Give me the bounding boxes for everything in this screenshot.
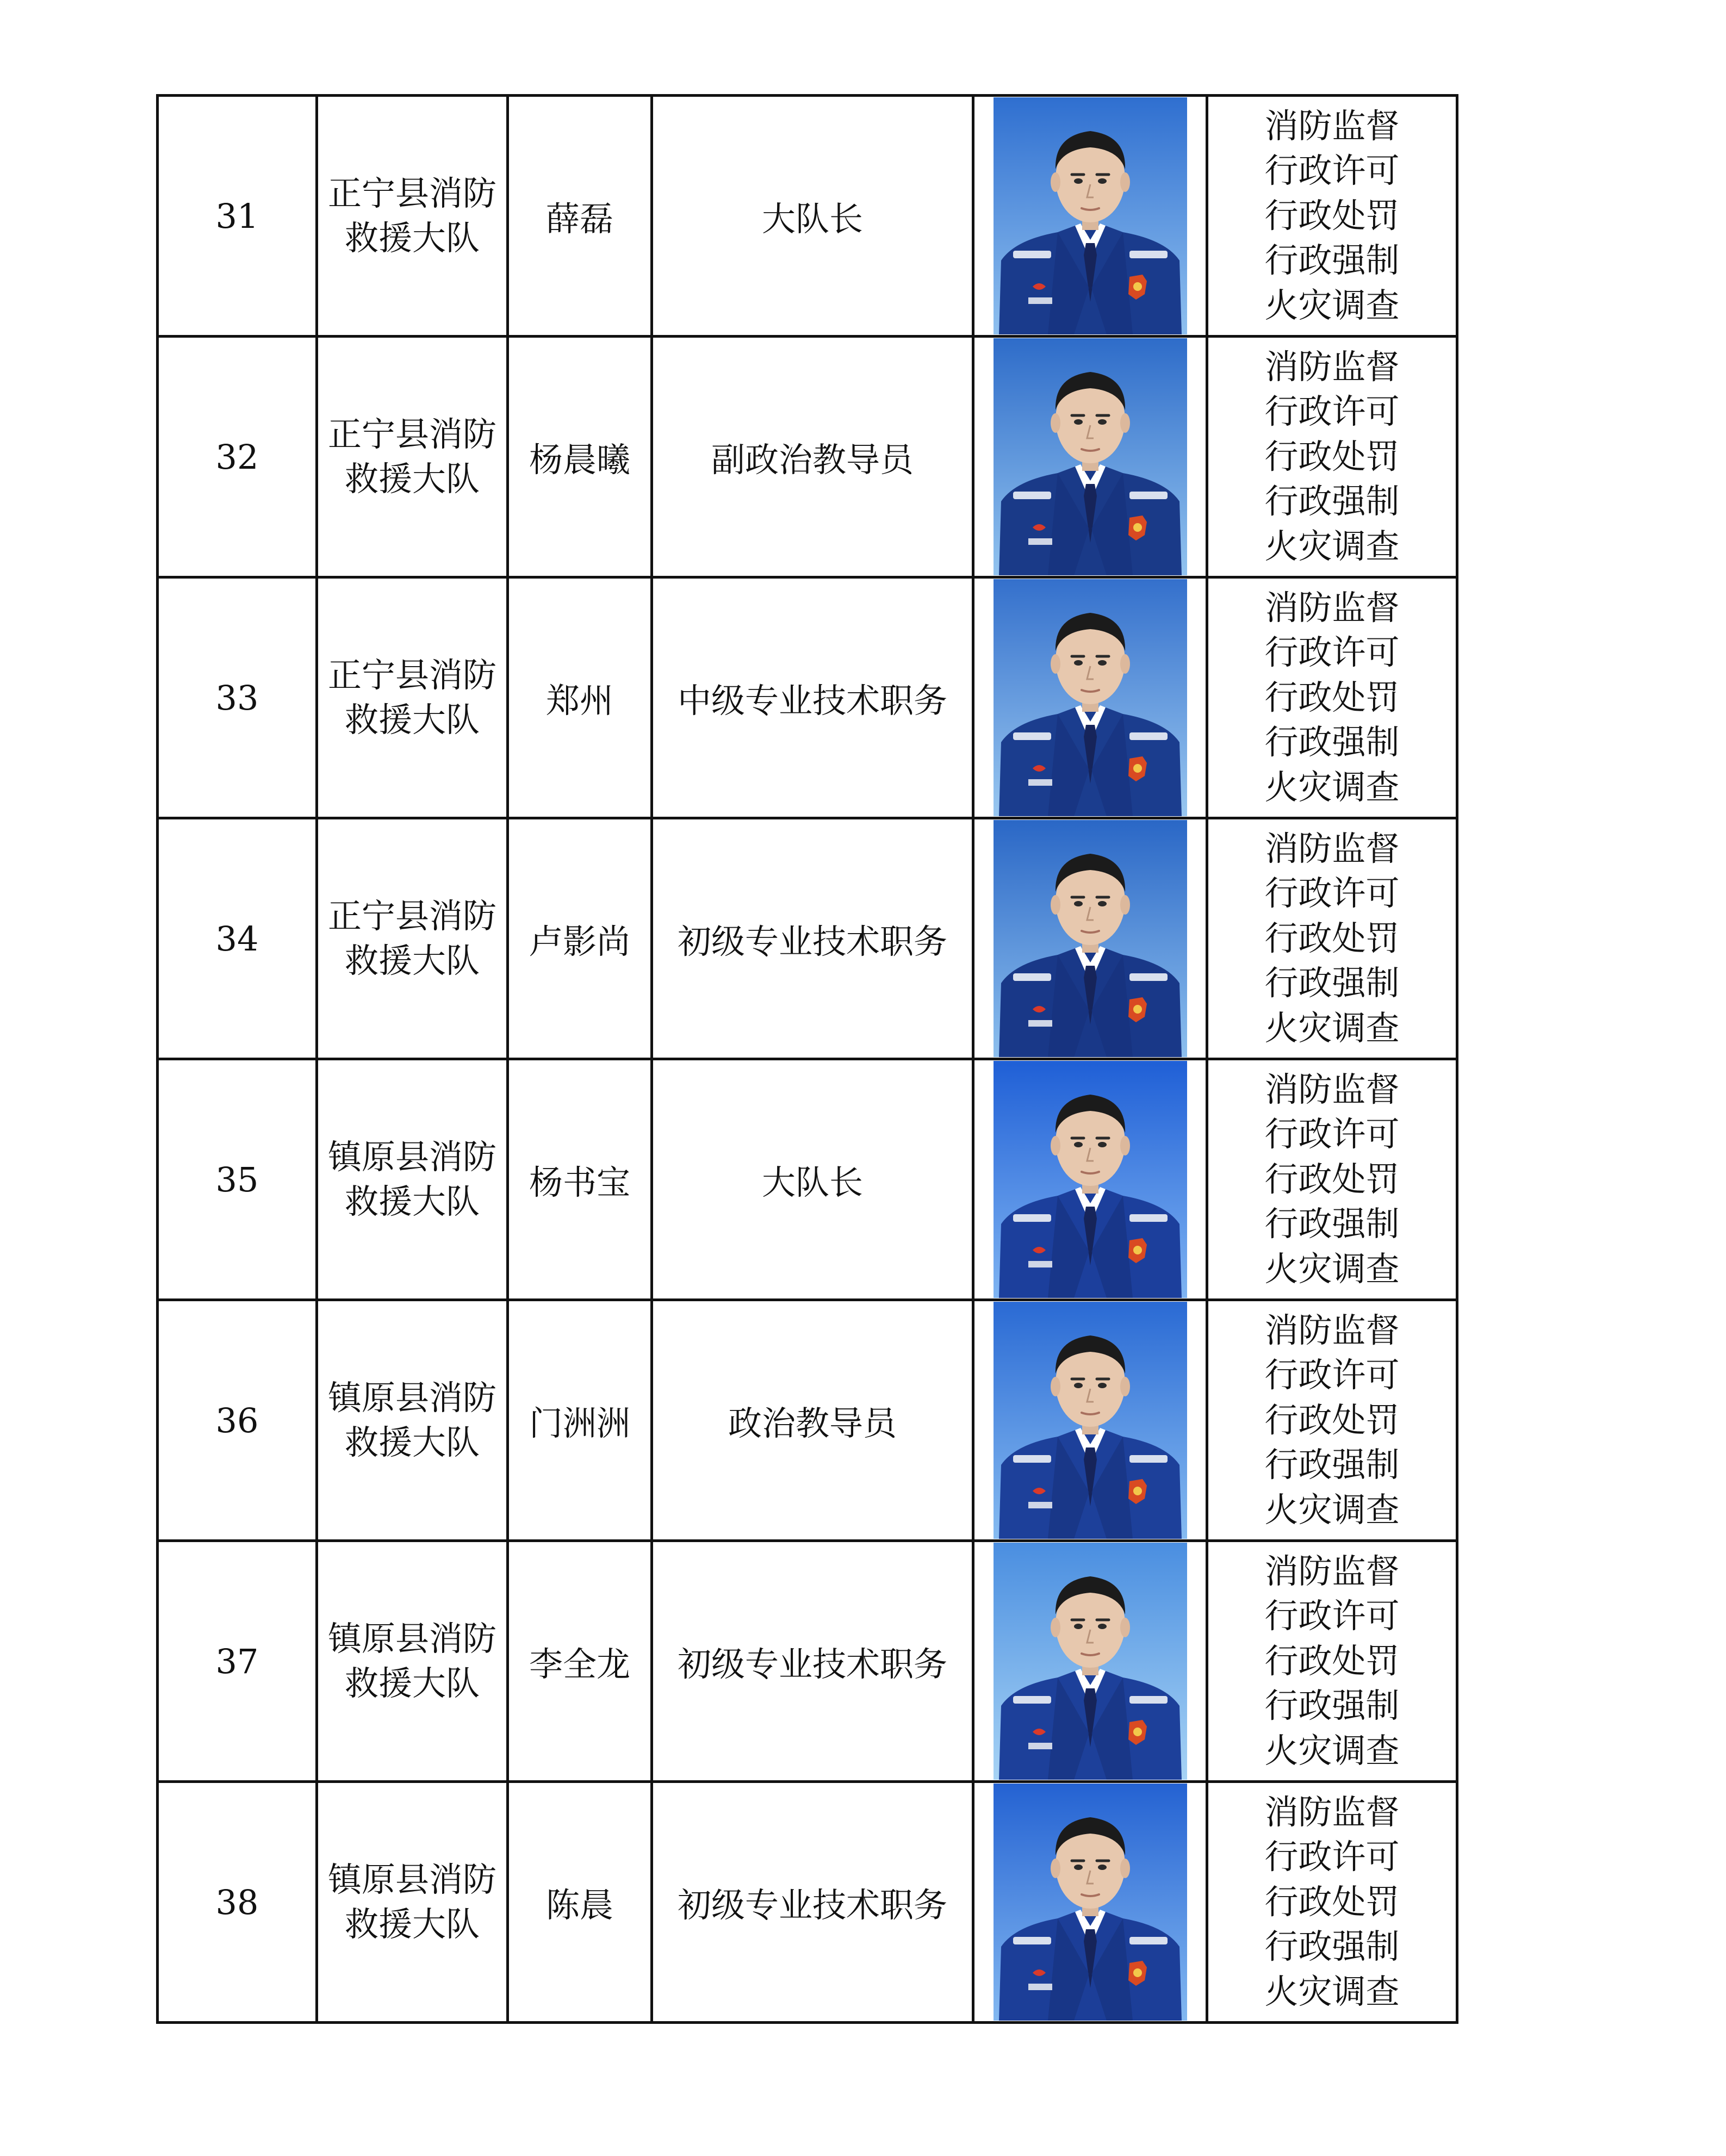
name-cell: 门洲洲 <box>508 1300 652 1541</box>
duty-item: 行政许可 <box>1264 632 1400 673</box>
unit-cell <box>317 96 508 337</box>
table-row <box>158 577 1457 818</box>
unit-line: 救援大队 <box>344 1182 480 1221</box>
duties-cell <box>1207 1300 1457 1541</box>
portrait-photo <box>994 1543 1187 1780</box>
duty-item: 行政许可 <box>1264 151 1400 191</box>
portrait-photo <box>994 1784 1187 2021</box>
unit-line: 正宁县消防 <box>327 414 496 455</box>
duty-item: 行政许可 <box>1264 873 1400 914</box>
duty-item: 行政处罚 <box>1264 918 1400 958</box>
name-cell: 陈晨 <box>508 1782 652 2023</box>
table-row <box>158 96 1457 337</box>
table-row <box>158 1059 1457 1300</box>
duty-item: 行政强制 <box>1264 240 1400 281</box>
duty-item: 行政处罚 <box>1264 1159 1400 1199</box>
duty-item: 行政强制 <box>1264 722 1400 762</box>
position-cell: 初级专业技术职务 <box>652 1541 973 1782</box>
unit-line: 镇原县消防 <box>327 1619 496 1659</box>
unit-cell <box>317 1541 508 1782</box>
position-cell: 政治教导员 <box>652 1300 973 1541</box>
duty-item: 行政处罚 <box>1264 677 1400 717</box>
unit-line: 镇原县消防 <box>327 1137 496 1177</box>
duty-item: 行政许可 <box>1264 1114 1400 1154</box>
duty-item: 行政处罚 <box>1264 1641 1400 1681</box>
duty-item: 火灾调查 <box>1264 767 1400 807</box>
duty-item: 火灾调查 <box>1264 1489 1400 1530</box>
photo-cell <box>973 1059 1207 1300</box>
unit-line: 正宁县消防 <box>327 173 496 214</box>
duty-item: 行政强制 <box>1264 1204 1400 1244</box>
unit-line: 镇原县消防 <box>327 1860 496 1900</box>
name-cell: 卢影尚 <box>508 818 652 1059</box>
duty-item: 行政强制 <box>1264 1927 1400 1967</box>
photo-cell <box>973 337 1207 577</box>
unit-line: 救援大队 <box>344 459 480 499</box>
table-row <box>158 818 1457 1059</box>
serial-number-cell: 32 <box>158 337 317 577</box>
position-cell: 中级专业技术职务 <box>652 577 973 818</box>
photo-cell <box>973 96 1207 337</box>
duty-item: 行政许可 <box>1264 1596 1400 1636</box>
unit-line: 救援大队 <box>344 1663 480 1703</box>
unit-cell <box>317 818 508 1059</box>
personnel-table-body <box>158 96 1457 2023</box>
duty-item: 火灾调查 <box>1264 1248 1400 1289</box>
duty-item: 行政强制 <box>1264 1686 1400 1726</box>
duty-item: 消防监督 <box>1264 105 1400 146</box>
portrait-photo <box>994 579 1187 816</box>
serial-number-cell: 38 <box>158 1782 317 2023</box>
unit-line: 救援大队 <box>344 700 480 740</box>
duty-item: 行政处罚 <box>1264 1881 1400 1922</box>
photo-cell <box>973 577 1207 818</box>
unit-line: 正宁县消防 <box>327 896 496 936</box>
duties-cell <box>1207 1541 1457 1782</box>
duty-item: 火灾调查 <box>1264 1730 1400 1770</box>
serial-number-cell: 34 <box>158 818 317 1059</box>
duty-item: 消防监督 <box>1264 1310 1400 1350</box>
unit-line: 救援大队 <box>344 1422 480 1462</box>
table-row <box>158 1782 1457 2023</box>
photo-cell <box>973 1541 1207 1782</box>
name-cell: 杨书宝 <box>508 1059 652 1300</box>
unit-line: 救援大队 <box>344 218 480 258</box>
duties-cell <box>1207 577 1457 818</box>
duties-cell <box>1207 96 1457 337</box>
duty-item: 消防监督 <box>1264 346 1400 387</box>
unit-line: 救援大队 <box>344 941 480 980</box>
duty-item: 消防监督 <box>1264 1069 1400 1109</box>
unit-cell <box>317 1300 508 1541</box>
unit-cell <box>317 577 508 818</box>
unit-line: 正宁县消防 <box>327 655 496 695</box>
name-cell: 郑州 <box>508 577 652 818</box>
portrait-photo <box>994 338 1187 575</box>
name-cell: 李全龙 <box>508 1541 652 1782</box>
duty-item: 行政处罚 <box>1264 195 1400 235</box>
duty-item: 行政许可 <box>1264 1355 1400 1395</box>
duties-cell <box>1207 337 1457 577</box>
duty-item: 火灾调查 <box>1264 526 1400 566</box>
duty-item: 消防监督 <box>1264 1792 1400 1832</box>
position-cell: 初级专业技术职务 <box>652 1782 973 2023</box>
duties-cell <box>1207 818 1457 1059</box>
photo-cell <box>973 1300 1207 1541</box>
position-cell: 初级专业技术职务 <box>652 818 973 1059</box>
duty-item: 行政强制 <box>1264 481 1400 521</box>
portrait-photo <box>994 97 1187 334</box>
table-row <box>158 1541 1457 1782</box>
table-row <box>158 337 1457 577</box>
duty-item: 行政处罚 <box>1264 436 1400 476</box>
duty-item: 行政处罚 <box>1264 1400 1400 1440</box>
serial-number-cell: 33 <box>158 577 317 818</box>
serial-number-cell: 35 <box>158 1059 317 1300</box>
unit-line: 救援大队 <box>344 1904 480 1944</box>
duty-item: 火灾调查 <box>1264 285 1400 325</box>
duty-item: 消防监督 <box>1264 1551 1400 1591</box>
unit-cell <box>317 1782 508 2023</box>
photo-cell <box>973 818 1207 1059</box>
duty-item: 行政许可 <box>1264 392 1400 432</box>
position-cell: 副政治教导员 <box>652 337 973 577</box>
portrait-photo <box>994 820 1187 1057</box>
portrait-photo <box>994 1061 1187 1298</box>
duty-item: 消防监督 <box>1264 587 1400 627</box>
duties-cell <box>1207 1782 1457 2023</box>
duty-item: 消防监督 <box>1264 828 1400 868</box>
duty-item: 火灾调查 <box>1264 1008 1400 1048</box>
position-cell: 大队长 <box>652 1059 973 1300</box>
position-cell: 大队长 <box>652 96 973 337</box>
name-cell: 杨晨曦 <box>508 337 652 577</box>
table-row <box>158 1300 1457 1541</box>
serial-number-cell: 31 <box>158 96 317 337</box>
duty-item: 行政强制 <box>1264 963 1400 1003</box>
duty-item: 行政许可 <box>1264 1837 1400 1877</box>
photo-cell <box>973 1782 1207 2023</box>
serial-number-cell: 37 <box>158 1541 317 1782</box>
portrait-photo <box>994 1302 1187 1539</box>
unit-line: 镇原县消防 <box>327 1378 496 1418</box>
name-cell: 薛磊 <box>508 96 652 337</box>
duties-cell <box>1207 1059 1457 1300</box>
unit-cell <box>317 337 508 577</box>
serial-number-cell: 36 <box>158 1300 317 1541</box>
duty-item: 行政强制 <box>1264 1445 1400 1485</box>
personnel-table <box>156 94 1458 2024</box>
duty-item: 火灾调查 <box>1264 1971 1400 2011</box>
unit-cell <box>317 1059 508 1300</box>
